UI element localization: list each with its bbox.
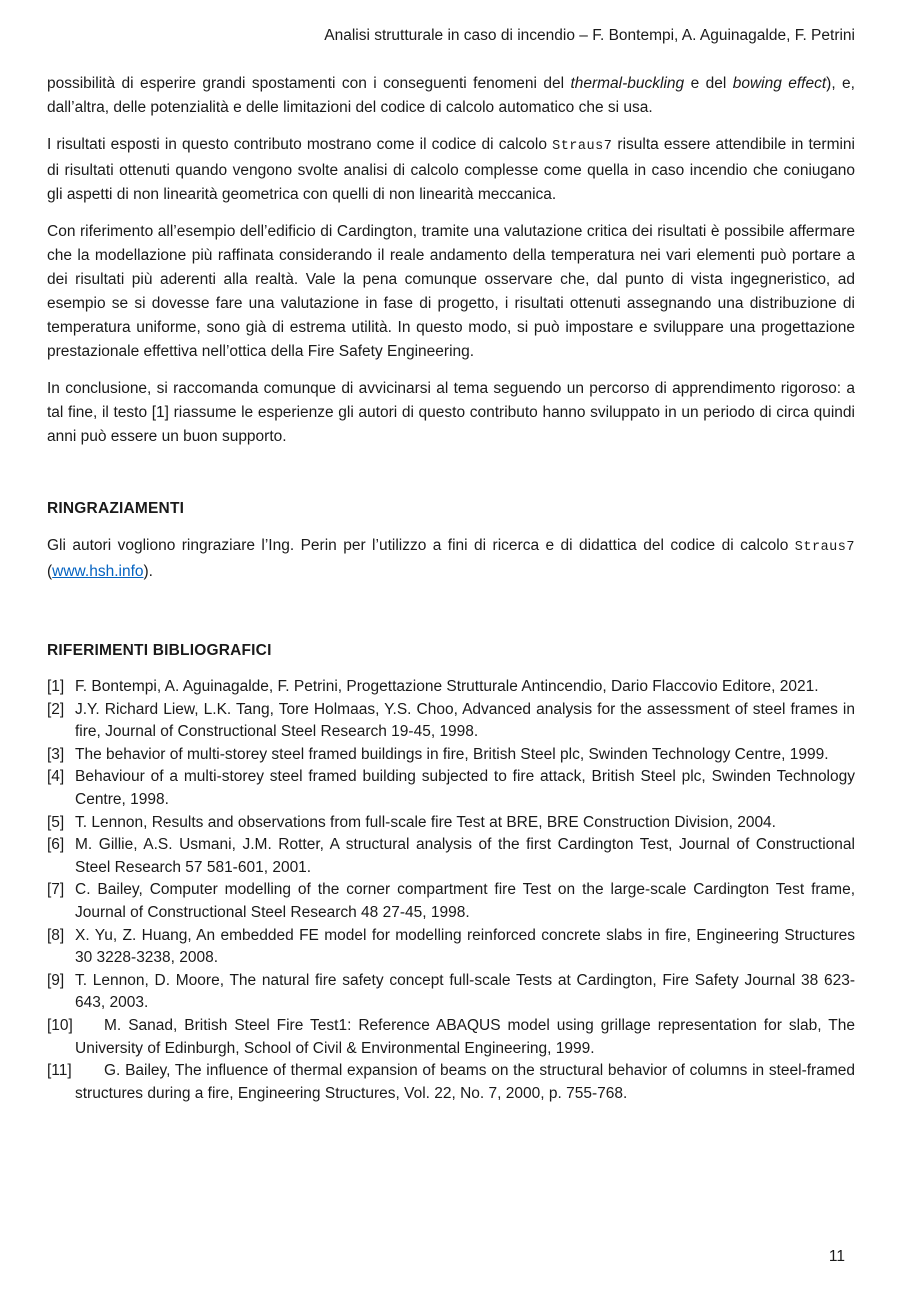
reference-number: [11] [47,1062,72,1080]
reference-number: [5] [47,813,65,831]
text-segment: ( [47,563,53,580]
paragraph-1 [47,72,855,120]
reference-item-7 [47,879,855,924]
text-segment: e del [684,75,733,92]
text-segment: risulta essere attendibile in termini di risultati ottenuti quando vengono svolte analisi di calcolo complesse come quella in caso incendio che coniugano gli aspetti di non linearità geometrica con quelli di non linearità meccanica. [47,136,855,203]
reference-number: [9] [47,971,65,989]
reference-text: The behavior of multi-storey steel framed buildings in fire, British Steel plc, Swinden Technology Centre, 1999. [75,745,829,763]
reference-text: M. Sanad, British Steel Fire Test1: Reference ABAQUS model using grillage representation for slab, The University of Edinburgh, School of Civil & Environmental Engineering, 1999. [75,1016,855,1057]
hsh-website-link[interactable]: www.hsh.info [52,563,144,580]
reference-item-5 [47,812,855,835]
bibliography-heading: RIFERIMENTI BIBLIOGRAFICI [47,642,272,659]
reference-item-4 [47,766,855,811]
text-segment-straus7: Straus7 [794,540,855,555]
text-segment-italic-bowing-effect: bowing effect [732,75,827,92]
text-segment: ). [143,563,153,580]
text-segment: ), e, dall’altra, delle potenzialità e delle limitazioni del codice di calcolo automatico che si usa. [47,75,855,116]
acknowledgements-paragraph [47,534,855,584]
reference-number: [6] [47,836,65,854]
reference-text: F. Bontempi, A. Aguinagalde, F. Petrini, Progettazione Strutturale Antincendio, Dario Flaccovio Editore, 2021. [75,678,819,695]
running-header: Analisi strutturale in caso di incendio – F. Bontempi, A. Aguinagalde, F. Petrini [324,27,855,44]
text-segment: I risultati esposti in questo contributo mostrano come il codice di calcolo [47,136,553,153]
reference-item-8 [47,925,855,970]
paragraph-3: Con riferimento all’esempio dell’edificio di Cardington, tramite una valutazione critica dei risultati è possibile affermare che la modellazione più raffinata considerando il reale andamento della temperatura nei vari elementi può portare a dei risultati più aderenti alla realtà. Vale la pena comunque osservare che, dal punto di vista ingegneristico, ad esempio se si dovesse fare una valutazione in fase di progetto, i risultati ottenuti assegnando una distribuzione di temperatura uniforme, sono già di estrema utilità. In questo modo, si può impostare e sviluppare una progettazione prestazionale effettiva nell’ottica della Fire Safety Engineering. [47,223,855,360]
acknowledgements-heading: RINGRAZIAMENTI [47,500,185,517]
reference-list [47,676,855,1105]
reference-text: C. Bailey, Computer modelling of the corner compartment fire Test on the large-scale Cardington Test frame, Journal of Constructional Steel Research 48 27-45, 1998. [75,881,855,921]
paragraph-4: In conclusione, si raccomanda comunque di avvicinarsi al tema seguendo un percorso di apprendimento rigoroso: a tal fine, il testo [1] riassume le esperienze gli autori di questo contributo hanno sviluppato in un periodo di circa quindi anni può essere un buon supporto. [47,380,855,445]
text-segment-straus7: Straus7 [552,139,613,154]
reference-item-11 [47,1060,855,1105]
reference-item-10 [47,1015,855,1060]
reference-number: [10] [47,1016,73,1034]
reference-item-2 [47,699,855,744]
reference-number: [3] [47,745,65,763]
reference-text: X. Yu, Z. Huang, An embedded FE model for modelling reinforced concrete slabs in fire, Engineering Structures 30 3228-3238, 2008. [75,926,855,967]
text-segment: possibilità di esperire grandi spostamenti con i conseguenti fenomeni del [47,75,571,92]
reference-item-1 [47,676,855,699]
reference-text: J.Y. Richard Liew, L.K. Tang, Tore Holmaas, Y.S. Choo, Advanced analysis for the assessment of steel frames in fire, Journal of Constructional Steel Research 19-45, 1998. [75,700,855,741]
reference-item-3 [47,744,855,767]
reference-text: G. Bailey, The influence of thermal expansion of beams on the structural behavior of columns in steel-framed structures during a fire, Engineering Structures, Vol. 22, No. 7, 2000, p. 755-768. [75,1062,855,1102]
reference-text: T. Lennon, Results and observations from full-scale fire Test at BRE, BRE Construction Division, 2004. [75,813,776,831]
text-segment-italic-thermal-buckling: thermal-buckling [570,75,685,92]
reference-text: T. Lennon, D. Moore, The natural fire safety concept full-scale Tests at Cardington, Fire Safety Journal 38 623-643, 2003. [75,971,855,1012]
reference-number: [2] [47,700,65,718]
paragraph-2 [47,133,855,207]
reference-text: M. Gillie, A.S. Usmani, J.M. Rotter, A structural analysis of the first Cardington Test, Journal of Constructional Steel Research 57 581-601, 2001. [75,836,855,876]
page-number: 11 [828,1248,845,1265]
reference-text: Behaviour of a multi-storey steel framed building subjected to fire attack, British Steel plc, Swinden Technology Centre, 1998. [75,768,855,808]
reference-number: [8] [47,926,65,944]
reference-number: [1] [47,678,65,695]
reference-number: [7] [47,881,65,899]
reference-item-9 [47,970,855,1015]
reference-number: [4] [47,768,65,786]
text-segment: Gli autori vogliono ringraziare l’Ing. Perin per l’utilizzo a fini di ricerca e di didattica del codice di calcolo [47,537,795,554]
reference-item-6 [47,834,855,879]
